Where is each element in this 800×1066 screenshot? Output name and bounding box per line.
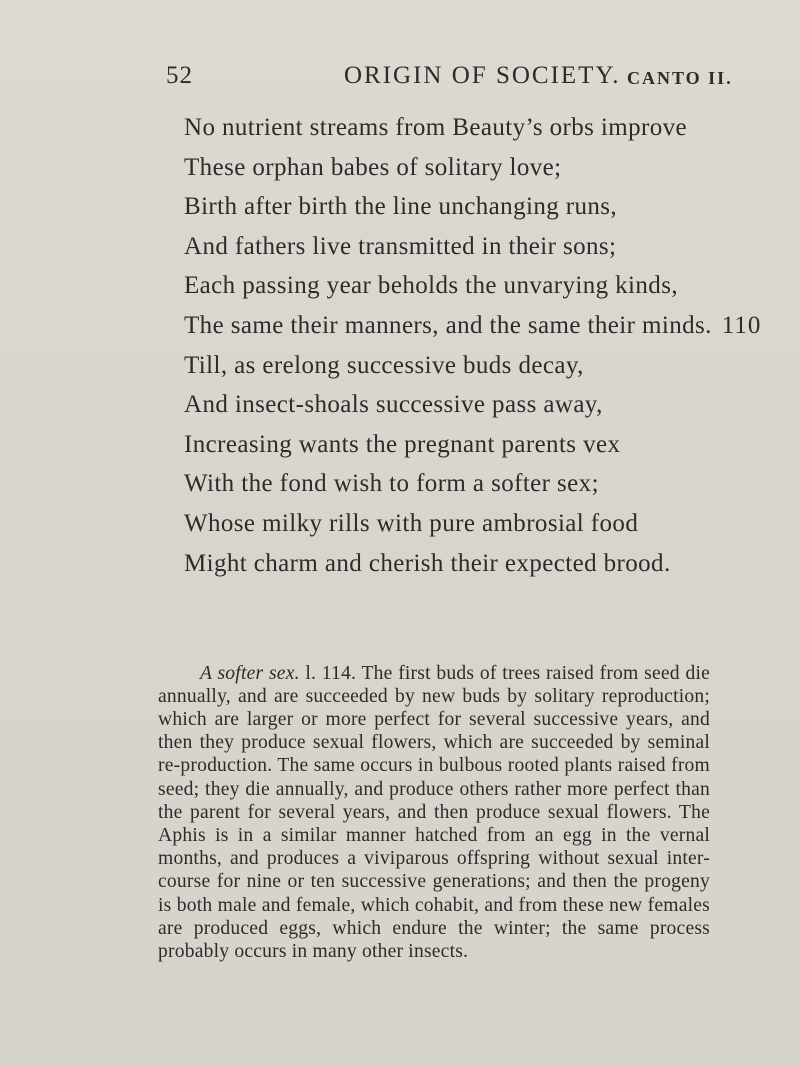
verse-text: With the fond wish to form a softer sex; — [184, 470, 599, 498]
verse-text: Till, as erelong successive buds decay, — [184, 351, 584, 379]
footnote-text: l. 114. The first buds of trees raised from seed die annually, and are succeeded by new buds by solitary reproduction; which are larger or more perfect for several successive years, and then they produce sexual flowers, which are succeeded by seminal re-production. The same occurs in bulbous rooted plants raised from seed; they die annually, and produce others rather more perfect than the parent for several years, and then produce sexual flowers. The Aphis is in a similar manner hatched from an egg in the vernal months, and produces a viviparous offspring without sexual inter-course for nine or ten successive generations; and then the progeny is both male and female, which cohabit, and from these new females are produced eggs, which endure the winter; the same process probably occurs in many other insects. — [158, 662, 710, 963]
footnote — [158, 662, 710, 964]
verse-line — [184, 148, 784, 188]
verse-line — [184, 227, 784, 267]
verse-line — [184, 108, 784, 148]
verse-line — [184, 306, 784, 346]
verse-line — [184, 187, 784, 227]
page-number: 52 — [166, 62, 193, 89]
verse-text: Birth after birth the line unchanging runs, — [184, 193, 618, 221]
verse-line — [184, 504, 784, 544]
page-header — [0, 62, 800, 102]
line-number: 110 — [721, 311, 762, 339]
footnote-lemma: A softer sex. — [200, 662, 300, 684]
verse-text: And insect-shoals successive pass away, — [184, 391, 603, 419]
running-title: ORIGIN OF SOCIETY. — [344, 62, 621, 89]
verse-line — [184, 346, 784, 386]
verse-line — [184, 385, 784, 425]
verse-text: The same their manners, and the same their minds. — [184, 311, 712, 339]
verse-line — [184, 464, 784, 504]
verse-text: Each passing year beholds the unvarying kinds, — [184, 272, 678, 300]
canto-label: CANTO II. — [627, 68, 733, 88]
verse-text: Might charm and cherish their expected brood. — [184, 549, 671, 577]
verse-text: These orphan babes of solitary love; — [184, 153, 562, 181]
verse-text: Increasing wants the pregnant parents vex — [184, 430, 621, 458]
verse-text: And fathers live transmitted in their sons; — [184, 232, 617, 260]
verse-line — [184, 425, 784, 465]
verse-line — [184, 544, 784, 584]
verse-line — [184, 266, 784, 306]
verse-text: Whose milky rills with pure ambrosial food — [184, 509, 639, 537]
poem-stanza — [184, 108, 784, 583]
verse-text: No nutrient streams from Beauty’s orbs improve — [184, 114, 688, 141]
